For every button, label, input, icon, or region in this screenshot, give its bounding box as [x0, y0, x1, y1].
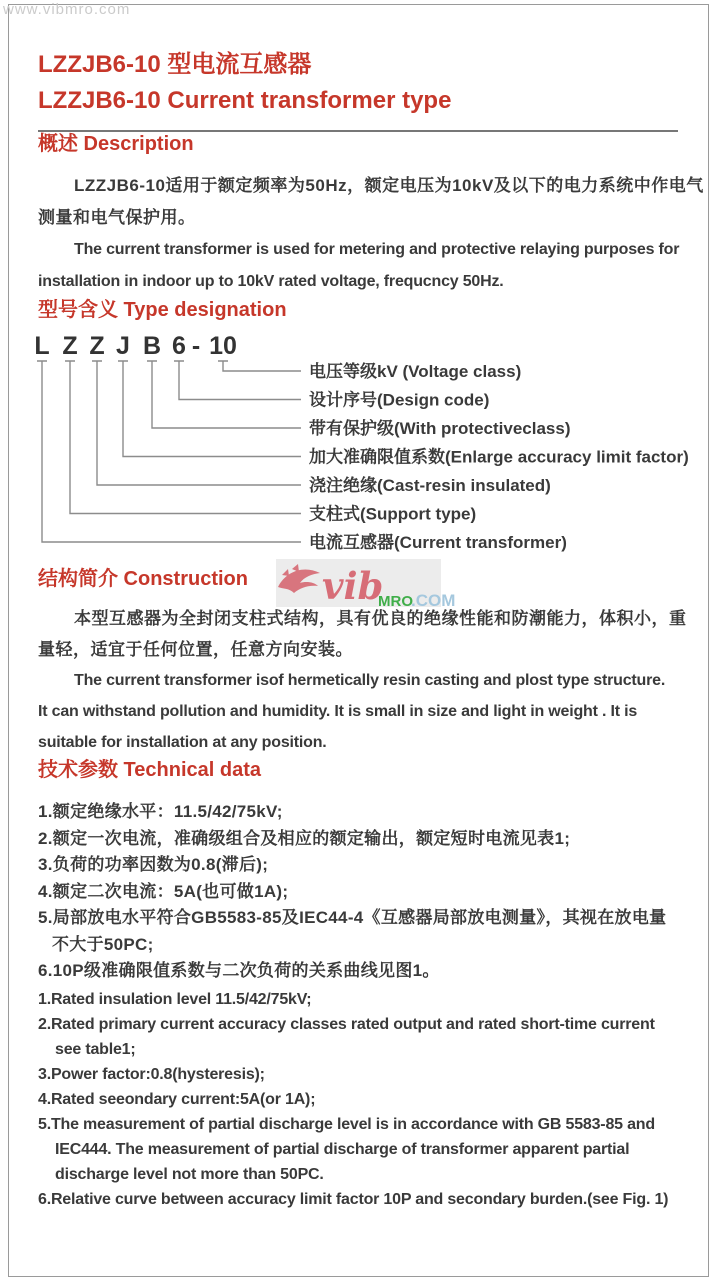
diagram-label: 支柱式(Support type)	[309, 504, 477, 524]
site-watermark-text: www.vibmro.com	[3, 1, 131, 18]
connector-line-accuracy-factor	[118, 361, 301, 457]
section-heading-technical-data: 技术参数 Technical data	[38, 759, 262, 781]
diagram-label: 浇注绝缘(Cast-resin insulated)	[309, 476, 551, 495]
diagram-label: 带有保护级(With protectiveclass)	[309, 419, 571, 438]
text-line: It can withstand pollution and humidity. It is small in size and light in weight . It is	[38, 703, 638, 720]
type-code-diagram-svg	[36, 323, 696, 567]
connector-line-support-type	[65, 361, 301, 514]
construction-heading-row	[38, 564, 686, 610]
list-item: 5.The measurement of partial discharge level is in accordance with GB 5583-85 and	[38, 1115, 655, 1133]
code-symbol: -	[191, 332, 201, 360]
diagram-label: 加大准确限值系数(Enlarge accuracy limit factor)	[309, 447, 689, 467]
code-symbol: Z	[89, 332, 105, 360]
description-paragraph-en	[38, 234, 686, 298]
text-line: 测量和电气保护用。	[38, 208, 196, 227]
list-item-continuation: 不大于50PC;	[52, 934, 154, 954]
logo-com-text: .COM	[411, 591, 456, 610]
list-item-continuation: see table1;	[55, 1040, 136, 1058]
code-symbol: 6	[172, 332, 186, 360]
list-item: 1.Rated insulation level 11.5/42/75kV;	[38, 990, 312, 1008]
page-title-en: LZZJB6-10 Current transformer type	[38, 87, 452, 114]
vibmro-logo-svg	[276, 559, 464, 611]
vibmro-logo-watermark	[276, 559, 464, 611]
page-content	[34, 0, 704, 1212]
connector-line-design-code	[174, 361, 301, 400]
list-item-continuation: discharge level not more than 50PC.	[55, 1165, 324, 1183]
description-paragraph-zh	[38, 170, 704, 234]
logo-script-text: vib	[322, 564, 384, 608]
text-line: suitable for installation at any position.	[38, 734, 327, 751]
list-item: 4.额定二次电流：5A(也可做1A);	[38, 881, 289, 901]
text-line: The current transformer is used for metering and protective relaying purposes for	[74, 241, 680, 258]
diagram-label: 电流互感器(Current transformer)	[309, 533, 567, 552]
text-line: LZZJB6-10适用于额定频率为50Hz，额定电压为10kV及以下的电力系统中作电气	[74, 176, 704, 195]
technical-list-en	[38, 987, 686, 1212]
list-item: 3.负荷的功率因数为0.8(滞后);	[38, 855, 269, 874]
technical-list-zh	[38, 799, 686, 985]
section-heading-description: 概述 Description	[38, 133, 194, 155]
code-symbol: 10	[209, 332, 237, 360]
list-item: 4.Rated seeondary current:5A(or 1A);	[38, 1090, 316, 1108]
text-line: The current transformer isof hermetically resin casting and plost type structure.	[74, 672, 666, 689]
type-designation-diagram	[34, 323, 689, 567]
diagram-label: 设计序号(Design code)	[309, 390, 490, 410]
text-line: 本型互感器为全封闭支柱式结构，具有优良的绝缘性能和防潮能力，体积小，重	[74, 609, 687, 628]
list-item: 1.额定绝缘水平：11.5/42/75kV;	[38, 802, 283, 821]
list-item: 6.Relative curve between accuracy limit factor 10P and secondary burden.(see Fig. 1)	[38, 1190, 669, 1208]
construction-paragraph-en	[38, 665, 686, 758]
code-symbol: B	[142, 332, 162, 360]
list-item: 2.Rated primary current accuracy classes rated output and rated short-time current	[38, 1015, 655, 1033]
code-symbol: Z	[62, 332, 78, 360]
list-item: 3.Power factor:0.8(hysteresis);	[38, 1065, 265, 1083]
list-item: 5.局部放电水平符合GB5583-85及IEC44-4《互感器局部放电测量》，其视在放电量	[38, 908, 667, 927]
section-heading-construction: 结构简介 Construction	[38, 568, 248, 590]
connector-line-voltage-class	[218, 361, 301, 371]
page-title	[38, 47, 686, 119]
connector-line-current-transformer	[37, 361, 301, 542]
code-symbol: J	[116, 332, 130, 360]
section-heading-type-designation: 型号含义 Type designation	[38, 299, 287, 321]
list-item: 2.额定一次电流，准确级组合及相应的额定输出，额定短时电流见表1;	[38, 828, 571, 848]
list-item-continuation: IEC444. The measurement of partial discharge of transformer apparent partial	[55, 1140, 630, 1158]
page-title-zh: LZZJB6-10 型电流互感器	[38, 51, 312, 78]
text-line: 量轻，适宜于任何位置，任意方向安装。	[38, 640, 353, 659]
text-line: installation in indoor up to 10kV rated voltage, frequcncy 50Hz.	[38, 273, 504, 290]
diagram-label: 电压等级kV (Voltage class)	[309, 362, 522, 381]
list-item: 6.10P级准确限值系数与二次负荷的关系曲线见图1。	[38, 961, 440, 980]
logo-mro-text: MRO	[378, 593, 413, 610]
construction-paragraph-zh	[38, 603, 686, 665]
code-symbol: L	[34, 332, 50, 360]
